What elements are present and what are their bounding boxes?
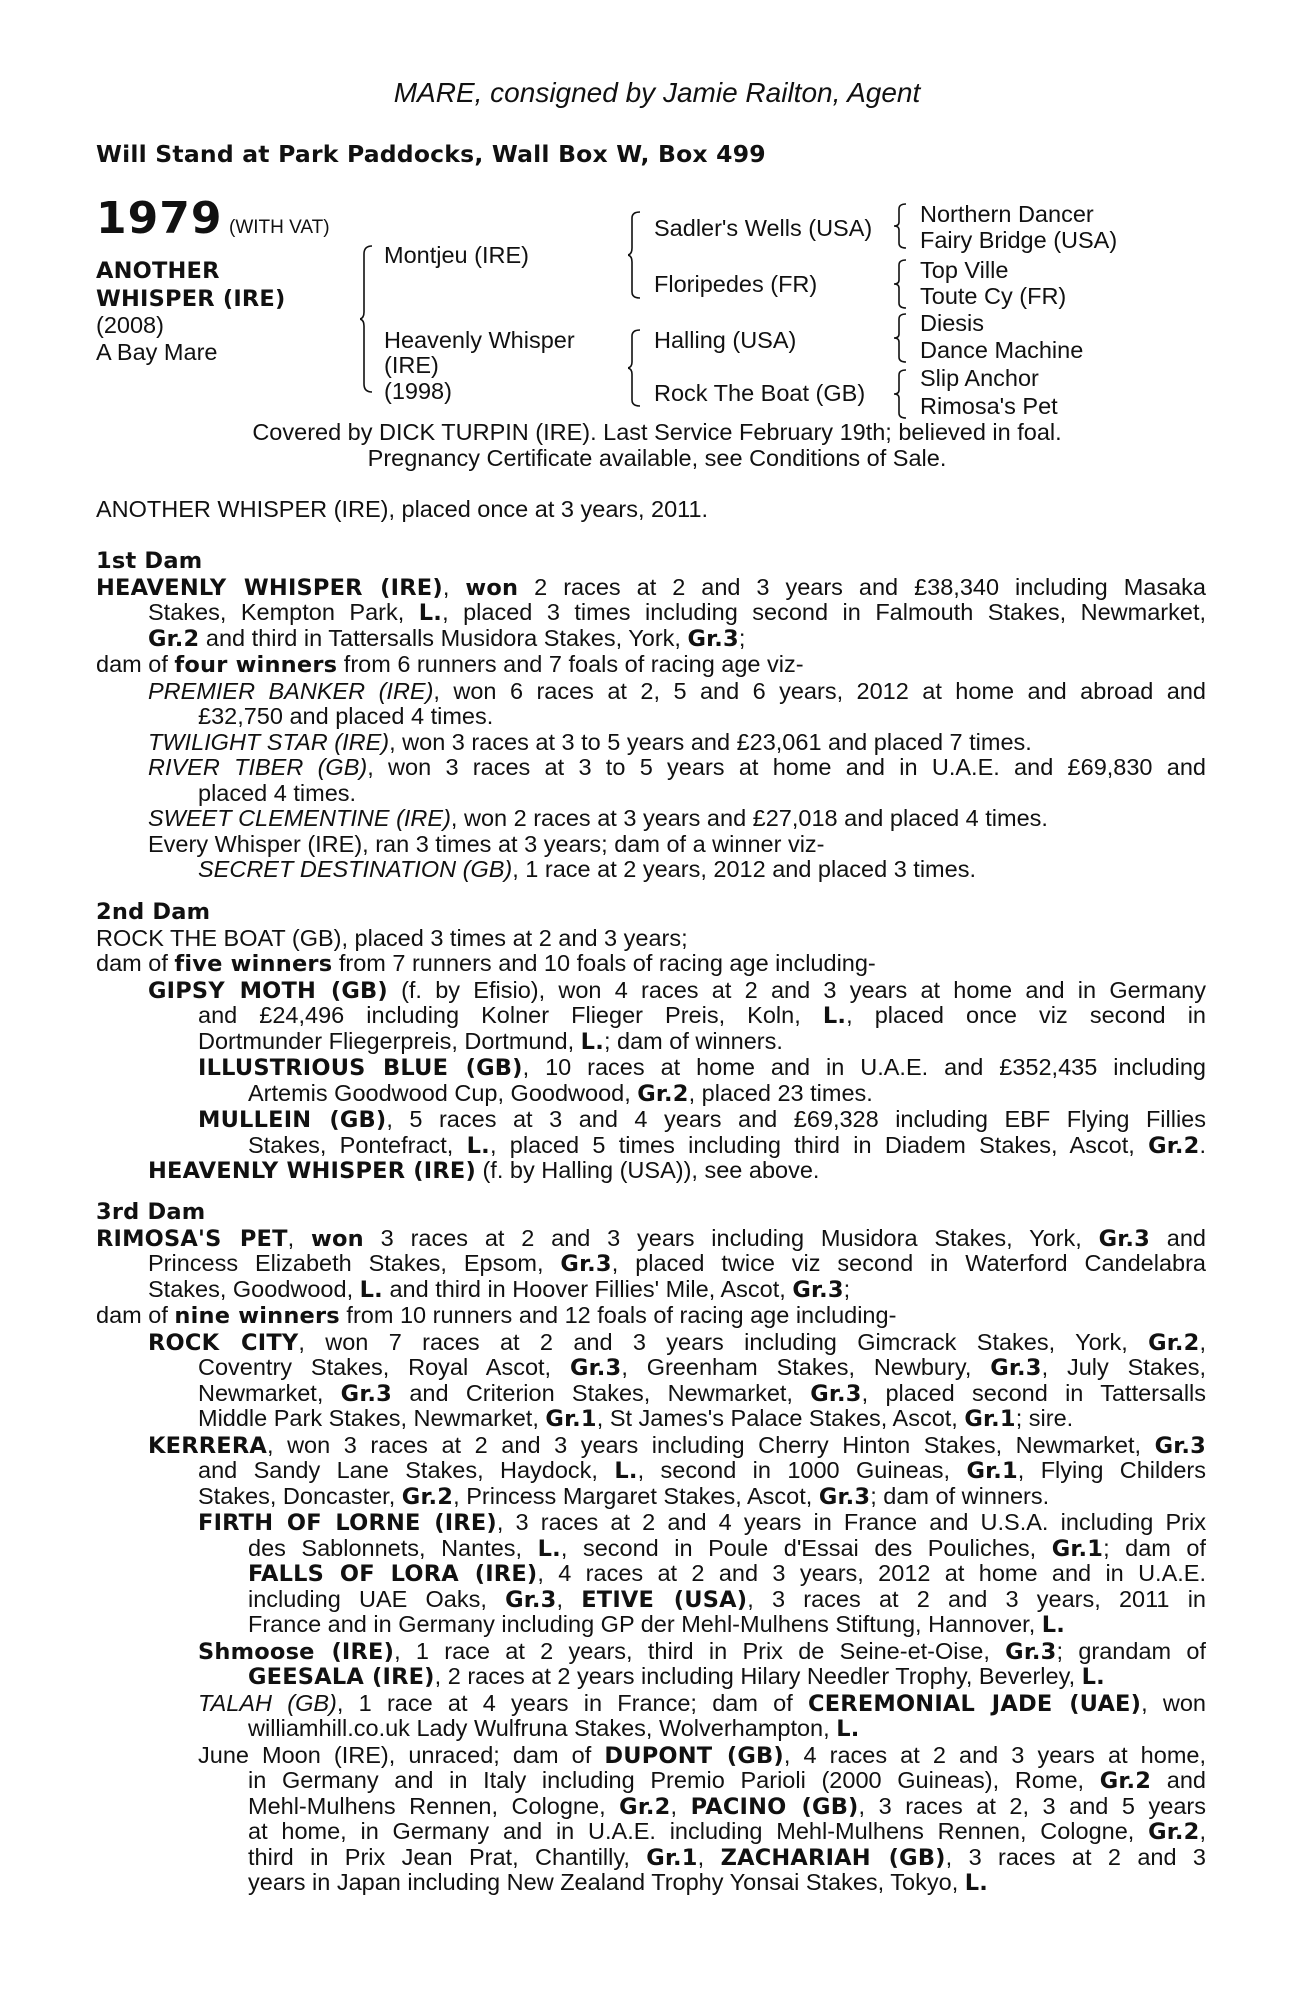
dam-dam: Rock The Boat (GB): [654, 380, 866, 406]
lot-header: [96, 193, 330, 244]
page-title: MARE, consigned by Jamie Railton, Agent: [393, 77, 921, 108]
horse-name-line1: ANOTHER: [96, 258, 220, 284]
ggp-1: Northern Dancer: [920, 201, 1094, 227]
text-line: FALLS OF LORA (IRE), 4 races at 2 and 3 years, 2012 at home and in U.A.E.: [248, 1561, 1206, 1587]
sire: Montjeu (IRE): [384, 242, 529, 268]
text-line: France and in Germany including GP der Mehl-Mulhens Stiftung, Hannover, L.: [248, 1611, 1066, 1638]
text-line: Dortmunder Fliegerpreis, Dortmund, L.; dam of winners.: [198, 1027, 783, 1055]
text-line: RIMOSA'S PET, won 3 races at 2 and 3 years including Musidora Stakes, York, Gr.3 and: [96, 1225, 1206, 1251]
dam-line3: (1998): [384, 378, 452, 404]
third-dam-section: [96, 1200, 1206, 1897]
text-line: including UAE Oaks, Gr.3, ETIVE (USA), 3 races at 2 and 3 years, 2011 in: [248, 1586, 1206, 1612]
text-line: Princess Elizabeth Stakes, Epsom, Gr.3, placed twice viz second in Waterford Candelabra: [148, 1251, 1206, 1277]
text-line: des Sablonnets, Nantes, L., second in Poule d'Essai des Pouliches, Gr.1; dam of: [248, 1535, 1206, 1561]
section-heading: 1st Dam: [96, 548, 203, 574]
section-heading: 2nd Dam: [96, 899, 211, 925]
pedigree-brace-ggp3: [894, 312, 908, 364]
covered-line1: Covered by DICK TURPIN (IRE). Last Service February 19th; believed in foal.: [252, 419, 1062, 445]
ggp-8: Rimosa's Pet: [920, 393, 1058, 419]
text-line: Stakes, Goodwood, L. and third in Hoover Fillies' Mile, Ascot, Gr.3;: [148, 1275, 851, 1303]
text-line: Stakes, Pontefract, L., placed 5 times including third in Diadem Stakes, Ascot, Gr.2.: [248, 1132, 1206, 1158]
text-line: williamhill.co.uk Lady Wulfruna Stakes, Wolverhampton, L.: [248, 1715, 860, 1742]
text-line: third in Prix Jean Prat, Chantilly, Gr.1, ZACHARIAH (GB), 3 races at 2 and 3: [248, 1844, 1206, 1870]
pedigree-brace-ggp1: [894, 202, 908, 250]
foaling-year: (2008): [96, 312, 164, 338]
text-line: RIVER TIBER (GB), won 3 races at 3 to 5 years at home and in U.A.E. and £69,830 and: [148, 755, 1206, 780]
ggp-4: Toute Cy (FR): [920, 283, 1067, 309]
text-line: KERRERA, won 3 races at 2 and 3 years including Cherry Hinton Stakes, Newmarket, Gr.3: [148, 1432, 1206, 1458]
text-line: and £24,496 including Kolner Flieger Preis, Koln, L., placed once viz second in: [198, 1003, 1206, 1029]
race-summary: ANOTHER WHISPER (IRE), placed once at 3 years, 2011.: [96, 496, 709, 522]
pedigree-brace-main: [360, 244, 374, 394]
text-line: GEESALA (IRE), 2 races at 2 years including Hilary Needler Trophy, Beverley, L.: [248, 1663, 1105, 1690]
text-line: MULLEIN (GB), 5 races at 3 and 4 years and £69,328 including EBF Flying Fillies: [198, 1107, 1206, 1133]
text-line: dam of five winners from 7 runners and 10 foals of racing age including-: [96, 950, 876, 977]
dam-line1: Heavenly Whisper: [384, 327, 575, 353]
ggp-2: Fairy Bridge (USA): [920, 227, 1118, 253]
text-line: GIPSY MOTH (GB) (f. by Efisio), won 4 races at 2 and 3 years at home and in Germany: [148, 977, 1206, 1003]
pedigree-brace-dam: [628, 328, 642, 408]
text-line: Artemis Goodwood Cup, Goodwood, Gr.2, placed 23 times.: [248, 1079, 873, 1107]
text-line: £32,750 and placed 4 times.: [198, 703, 494, 729]
text-line: SECRET DESTINATION (GB), 1 race at 2 years, 2012 and placed 3 times.: [198, 856, 976, 882]
horse-name-line2: WHISPER (IRE): [96, 286, 286, 312]
ggp-3: Top Ville: [920, 257, 1009, 283]
covered-line2: Pregnancy Certificate available, see Conditions of Sale.: [367, 445, 947, 471]
text-line: FIRTH OF LORNE (IRE), 3 races at 2 and 4 years in France and U.S.A. including Prix: [198, 1510, 1206, 1536]
ggp-7: Slip Anchor: [920, 365, 1039, 391]
text-line: PREMIER BANKER (IRE), won 6 races at 2, 5 and 6 years, 2012 at home and abroad and: [148, 678, 1206, 704]
lot-number: 1979: [96, 193, 223, 244]
text-line: at home, in Germany and in U.A.E. including Mehl-Mulhens Rennen, Cologne, Gr.2,: [248, 1819, 1206, 1845]
text-line: Newmarket, Gr.3 and Criterion Stakes, Newmarket, Gr.3, placed second in Tattersalls: [198, 1380, 1206, 1406]
dam-sire: Halling (USA): [654, 327, 797, 353]
section-heading: 3rd Dam: [96, 1199, 206, 1225]
text-line: placed 4 times.: [198, 779, 357, 806]
text-line: ROCK CITY, won 7 races at 2 and 3 years including Gimcrack Stakes, York, Gr.2,: [148, 1329, 1206, 1355]
text-line: TWILIGHT STAR (IRE), won 3 races at 3 to 5 years and £23,061 and placed 7 times.: [148, 728, 1032, 755]
vat-label: (WITH VAT): [229, 217, 330, 238]
text-line: SWEET CLEMENTINE (IRE), won 2 races at 3 years and £27,018 and placed 4 times.: [148, 805, 1048, 831]
ggp-5: Diesis: [920, 310, 984, 336]
sire-sire: Sadler's Wells (USA): [654, 215, 873, 241]
text-line: TALAH (GB), 1 race at 4 years in France; dam of CEREMONIAL JADE (UAE), won: [198, 1690, 1206, 1716]
ggp-6: Dance Machine: [920, 337, 1084, 363]
stand-location: Will Stand at Park Paddocks, Wall Box W, Box 499: [96, 140, 766, 168]
horse-description: A Bay Mare: [96, 339, 218, 365]
text-line: Stakes, Doncaster, Gr.2, Princess Margaret Stakes, Ascot, Gr.3; dam of winners.: [198, 1482, 1050, 1510]
pedigree-brace-sire: [628, 210, 642, 300]
pedigree-brace-ggp4: [894, 368, 908, 420]
text-line: Middle Park Stakes, Newmarket, Gr.1, St James's Palace Stakes, Ascot, Gr.1; sire.: [198, 1405, 1074, 1432]
dam-line2: (IRE): [384, 352, 439, 378]
text-line: in Germany and in Italy including Premio Parioli (2000 Guineas), Rome, Gr.2 and: [248, 1768, 1206, 1794]
text-line: HEAVENLY WHISPER (IRE), won 2 races at 2 and 3 years and £38,340 including Masaka: [96, 574, 1206, 600]
text-line: ILLUSTRIOUS BLUE (GB), 10 races at home and in U.A.E. and £352,435 including: [198, 1055, 1206, 1081]
text-line: ROCK THE BOAT (GB), placed 3 times at 2 and 3 years;: [96, 924, 688, 951]
text-line: Shmoose (IRE), 1 race at 2 years, third in Prix de Seine-et-Oise, Gr.3; grandam of: [198, 1638, 1206, 1664]
text-line: Stakes, Kempton Park, L., placed 3 times including second in Falmouth Stakes, Newmarket,: [148, 600, 1206, 626]
text-line: HEAVENLY WHISPER (IRE) (f. by Halling (USA)), see above.: [148, 1157, 820, 1184]
text-line: Mehl-Mulhens Rennen, Cologne, Gr.2, PACINO (GB), 3 races at 2, 3 and 5 years: [248, 1793, 1206, 1819]
text-line: and Sandy Lane Stakes, Haydock, L., second in 1000 Guineas, Gr.1, Flying Childers: [198, 1458, 1206, 1484]
text-line: years in Japan including New Zealand Trophy Yonsai Stakes, Tokyo, L.: [248, 1869, 989, 1896]
text-line: dam of four winners from 6 runners and 7 foals of racing age viz-: [96, 651, 804, 678]
second-dam-section: [96, 900, 1206, 1185]
first-dam-section: [96, 549, 1206, 883]
text-line: Every Whisper (IRE), ran 3 times at 3 years; dam of a winner viz-: [148, 830, 825, 857]
text-line: dam of nine winners from 10 runners and 12 foals of racing age including-: [96, 1302, 897, 1329]
text-line: Coventry Stakes, Royal Ascot, Gr.3, Greenham Stakes, Newbury, Gr.3, July Stakes,: [198, 1355, 1206, 1381]
text-line: Gr.2 and third in Tattersalls Musidora Stakes, York, Gr.3;: [148, 624, 746, 652]
text-line: June Moon (IRE), unraced; dam of DUPONT (GB), 4 races at 2 and 3 years at home,: [198, 1742, 1206, 1768]
pedigree-brace-ggp2: [894, 258, 908, 310]
sire-dam: Floripedes (FR): [654, 271, 818, 297]
